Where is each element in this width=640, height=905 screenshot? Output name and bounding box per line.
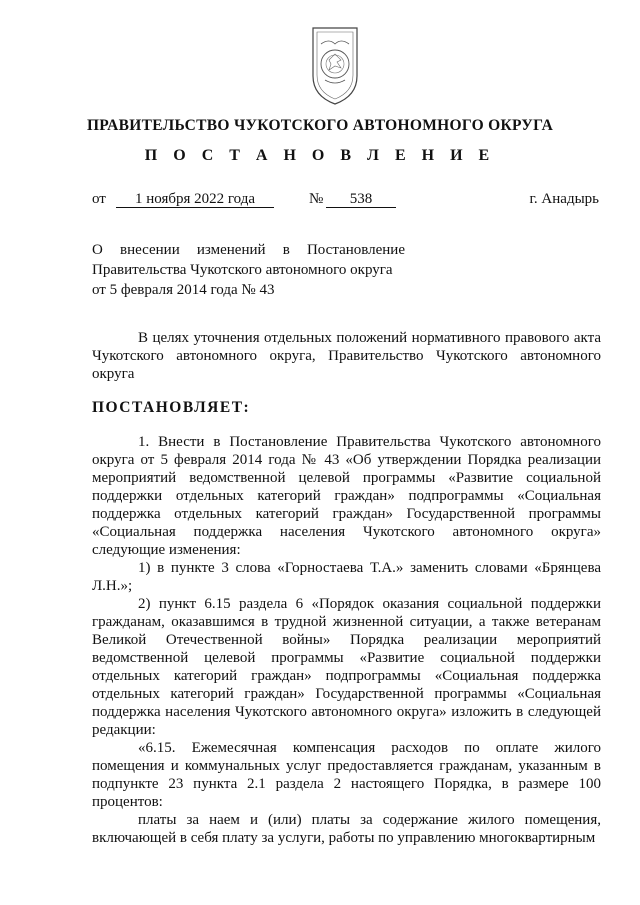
paragraph: платы за наем и (или) платы за содержание жилого помещения, включающей в себя плату за услуги, работы по управлению многоквартирным bbox=[92, 812, 601, 846]
coat-of-arms-emblem bbox=[307, 24, 363, 108]
decree-heading: ПОСТАНОВЛЯЕТ: bbox=[92, 399, 251, 416]
document-type-title: П О С Т А Н О В Л Е Н И Е bbox=[144, 147, 496, 164]
paragraph: «6.15. Ежемесячная компенсация расходов по оплате жилого помещения и коммунальных услуг предоставляется гражданам, указанным в подпункте 23 пункта 2.1 раздела 2 настоящего Порядка, в размере 100 процентов: bbox=[92, 740, 601, 810]
subject-line: от 5 февраля 2014 года № 43 bbox=[92, 282, 275, 298]
city-label: г. Анадырь bbox=[529, 191, 599, 207]
decree-body bbox=[92, 433, 601, 847]
document-subject bbox=[92, 240, 405, 300]
date-prefix-label: от bbox=[92, 191, 106, 207]
document-date: 1 ноября 2022 года bbox=[116, 191, 274, 208]
paragraph: 2) пункт 6.15 раздела 6 «Порядок оказания социальной поддержки гражданам, оказавшимся в трудной жизненной ситуации, а также ветеранам Великой Отечественной войны» Порядка реализации мероприятий ведомственной целевой программы «Развитие социальной поддержки отдельных категорий граждан» подпрограммы «Социальная поддержка отдельных категорий граждан» Государственной программы «Социальная поддержка населения Чукотского автономного округа» изложить в следующей редакции: bbox=[92, 596, 601, 738]
preamble: В целях уточнения отдельных положений нормативного правового акта Чукотского автономного округа, Правительство Чукотского автономного округа bbox=[92, 330, 601, 382]
org-title: ПРАВИТЕЛЬСТВО ЧУКОТСКОГО АВТОНОМНОГО ОКРУГА bbox=[86, 117, 554, 134]
document-number: 538 bbox=[326, 191, 396, 208]
paragraph: 1. Внести в Постановление Правительства Чукотского автономного округа от 5 февраля 2014 года № 43 «Об утверждении Порядка реализации мероприятий ведомственной целевой программы «Развитие социальной поддержки отдельных категорий граждан» подпрограммы «Социальная поддержка отдельных категорий граждан» Государственной программы «Социальная поддержка населения Чукотского автономного округа» следующие изменения: bbox=[92, 434, 601, 558]
subject-line: О внесении изменений в Постановление bbox=[92, 242, 405, 258]
paragraph: 1) в пункте 3 слова «Горностаева Т.А.» заменить словами «Брянцева Л.Н.»; bbox=[92, 560, 601, 594]
number-label: № bbox=[309, 191, 324, 207]
subject-line: Правительства Чукотского автономного округа bbox=[92, 262, 393, 278]
